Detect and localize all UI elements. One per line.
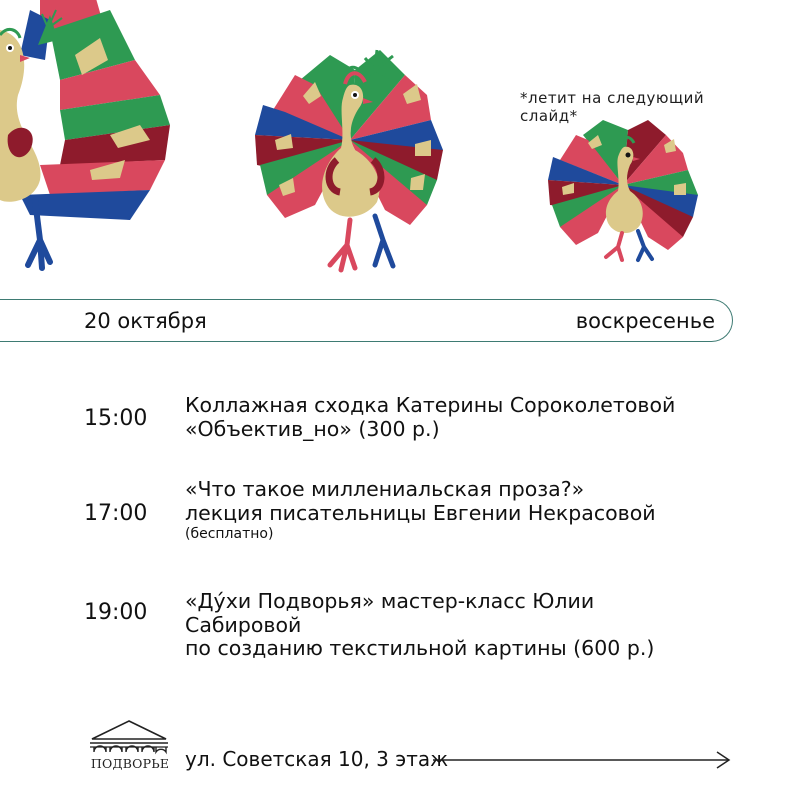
event-title-line: лекция писательницы Евгении Некрасовой: [185, 500, 656, 525]
event-time: 15:00: [84, 406, 148, 431]
event-description: [185, 394, 745, 441]
event-title-line: Коллажная сходка Катерины Сороколетовой: [185, 393, 676, 417]
event-weekday: воскресенье: [575, 309, 715, 333]
event-title-line: по созданию текстильной картины (600 р.): [185, 636, 655, 660]
event-date: 20 октября: [84, 309, 207, 333]
logo-wordmark: ПОДВОРЬЕ: [90, 756, 170, 771]
next-slide-note: *летит на следующий слайд*: [520, 89, 705, 125]
venue-address: ул. Советская 10, 3 этаж: [185, 747, 449, 771]
peacock-illustration-left: [0, 0, 185, 270]
event-time: 19:00: [84, 600, 148, 625]
event-price-note: (бесплатно): [185, 526, 274, 542]
peacock-illustration-middle: [255, 40, 445, 270]
event-title-line: «Объектив_но» (300 р.): [185, 416, 440, 441]
peacock-illustration-small: [548, 115, 698, 260]
arrow-right-icon: [433, 750, 733, 770]
event-title-line: Сабировой: [185, 612, 302, 637]
event-description: [185, 590, 745, 661]
event-description: [185, 478, 745, 544]
event-title-line: «Ду́хи Подворья» мастер-класс Юлии: [185, 589, 595, 613]
event-time: 17:00: [84, 501, 148, 526]
event-title-line: «Что такое миллениальская проза?»: [185, 477, 585, 501]
